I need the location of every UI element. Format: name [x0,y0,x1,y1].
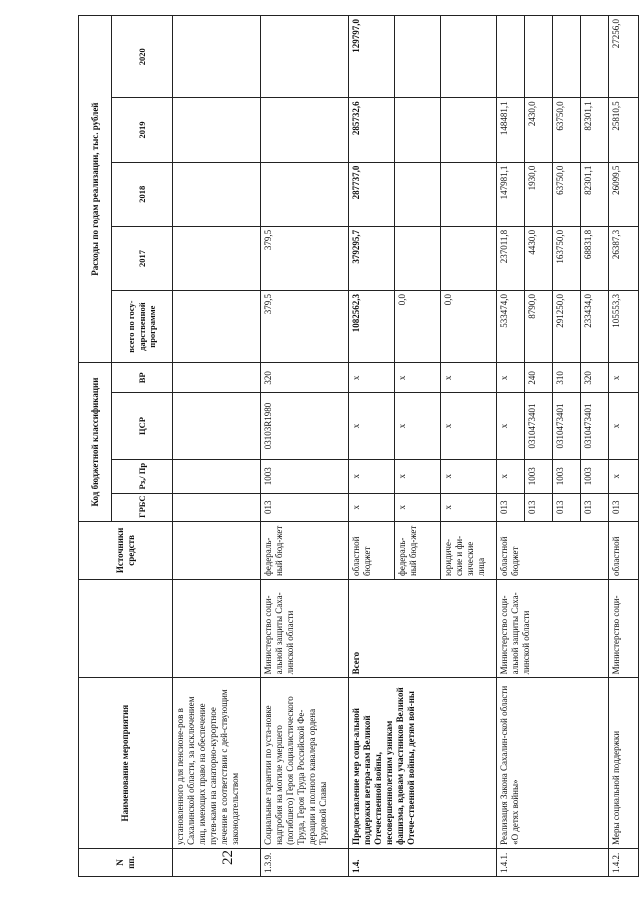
col-csr: ЦСР [112,393,173,459]
col-vr: ВР [112,363,173,393]
row-executor: Министерство соци- [609,580,639,678]
row-2018: 287737,0 [349,162,395,226]
row-csr: x [497,393,525,459]
row-2020: 129797,0 [349,16,395,98]
row-grbs: 013 [553,493,581,521]
row-vr: 310 [553,363,581,393]
row-vr: 320 [261,363,349,393]
row-2018: 63750,0 [553,162,581,226]
col-num: N пп. [79,848,173,876]
row-2020 [395,16,441,98]
row-total: 379,5 [261,291,349,363]
row-num [173,848,261,876]
row-vr: 320 [581,363,609,393]
row-vr: x [497,363,525,393]
row-total: 8790,0 [525,291,553,363]
row-2020 [553,16,581,98]
row-2017: 26387,3 [609,226,639,290]
row-grbs: 013 [261,493,349,521]
row-source: областной бюджет [349,521,395,579]
col-2020: 2020 [112,16,173,98]
row-vr: x [609,363,639,393]
row-vr: 240 [525,363,553,393]
row-vr: x [441,363,497,393]
row-name: Предоставление мер соци-альной поддержки ветера-нам Великой Отечественной войны, несовершеннолетним узникам фашизма, вдовам участников Великой Отече-ственной войны, детям вой-ны [349,678,497,849]
row-2018 [261,162,349,226]
row-2018 [395,162,441,226]
row-csr: x [349,393,395,459]
row-total: 233434,0 [581,291,609,363]
col-executor [79,580,173,678]
row-rzpr: 1003 [581,459,609,493]
row-vr [173,363,261,393]
row-2018: 82301,1 [581,162,609,226]
row-2019: 63750,0 [553,98,581,162]
row-rzpr: 1003 [525,459,553,493]
col-source: Источники средств [79,521,173,579]
row-grbs: 013 [525,493,553,521]
row-source: федераль-ный бюд-жет [261,521,349,579]
row-2018 [173,162,261,226]
row-grbs: x [441,493,497,521]
row-source: федераль-ный бюд-жет [395,521,441,579]
row-2020 [497,16,525,98]
row-name: Реализация Закона Сахалин-ской области «О детях войны» [497,678,609,849]
row-num: 1.3.9. [261,848,349,876]
row-2019: 148481,1 [497,98,525,162]
row-csr: 0310473401 [581,393,609,459]
row-2019: 25810,5 [609,98,639,162]
row-rzpr: x [441,459,497,493]
row-2018: 147981,1 [497,162,525,226]
row-2017: 379295,7 [349,226,395,290]
row-2017: 68831,8 [581,226,609,290]
col-budget-code: Код бюджетной классификации [79,363,112,522]
row-num: 1.4. [349,848,497,876]
row-2017: 4430,0 [525,226,553,290]
page-number: 22 [220,850,236,865]
row-name: Меры социальной поддержки [609,678,639,849]
row-vr: x [349,363,395,393]
row-rzpr: x [497,459,525,493]
row-grbs [173,493,261,521]
row-csr: x [609,393,639,459]
row-name: установленного для пенсионе-ров в Сахалинской области, за исключением лиц, имеющих право на обеспечение путев-ками на санаторно-курортное лечение в соответствии с дей-ствующим законодательством [173,678,261,849]
row-2017 [441,226,497,290]
row-grbs: 013 [497,493,525,521]
table-row [261,16,349,877]
row-executor: Министерство соци-альной защиты Саха-линской области [497,580,609,678]
row-vr: x [395,363,441,393]
table-row [497,16,525,877]
row-name: Социальные гарантии по уста-новке надгробия на могиле умершего (погибшего) Героя Социалистического Труда, Героя Труда Российской Фе-дерации и полного кавалера ордена Трудовой Славы [261,678,349,849]
col-grbs: ГРБС [112,493,173,521]
row-grbs: 013 [581,493,609,521]
row-csr: 0310473401 [553,393,581,459]
col-2017: 2017 [112,226,173,290]
row-2018: 26099,5 [609,162,639,226]
row-csr: 03103R1980 [261,393,349,459]
row-total: 0,0 [395,291,441,363]
row-2017 [173,226,261,290]
row-2017: 237011,8 [497,226,525,290]
row-total: 0,0 [441,291,497,363]
row-rzpr: 1003 [261,459,349,493]
row-2018: 1930,0 [525,162,553,226]
table-row [609,16,639,877]
row-total: 1082562,3 [349,291,395,363]
row-2017: 163750,0 [553,226,581,290]
row-csr: 0310473401 [525,393,553,459]
row-source: областной [609,521,639,579]
row-2017 [395,226,441,290]
row-2019 [173,98,261,162]
row-grbs: x [349,493,395,521]
row-csr: x [395,393,441,459]
row-source [173,521,261,579]
col-2019: 2019 [112,98,173,162]
row-2020 [525,16,553,98]
row-2019: 285732,6 [349,98,395,162]
program-expenses-table [78,15,639,877]
row-2020 [581,16,609,98]
table-row [173,16,261,877]
row-num: 1.4.2. [609,848,639,876]
row-2020: 27256,0 [609,16,639,98]
row-rzpr: 1003 [553,459,581,493]
row-total: 291250,0 [553,291,581,363]
row-2017: 379,5 [261,226,349,290]
row-2020 [441,16,497,98]
row-2020 [173,16,261,98]
row-2019: 82301,1 [581,98,609,162]
col-name: Наименование мероприятия [79,678,173,849]
row-rzpr: x [395,459,441,493]
table-row [349,16,395,877]
row-rzpr: x [349,459,395,493]
row-executor [173,580,261,678]
row-csr: x [441,393,497,459]
row-grbs: 013 [609,493,639,521]
row-2019 [441,98,497,162]
row-num: 1.4.1. [497,848,609,876]
col-expenses: Расходы по годам реализации, тыс. рублей [79,16,112,363]
row-2019 [261,98,349,162]
row-total [173,291,261,363]
header-row-1 [79,16,112,877]
row-source: юридиче-ские и фи-зические лица [441,521,497,579]
row-rzpr: x [609,459,639,493]
row-2019: 2430,0 [525,98,553,162]
row-total: 533474,0 [497,291,525,363]
row-2020 [261,16,349,98]
row-grbs: x [395,493,441,521]
col-total: всего по госу-дарственной программе [112,291,173,363]
row-2019 [395,98,441,162]
row-source: областной бюджет [497,521,609,579]
row-csr [173,393,261,459]
row-executor: Министерство соци-альной защиты Саха-линской области [261,580,349,678]
row-executor: Всего [349,580,497,678]
col-rzpr: Рз,/ Пр [112,459,173,493]
row-2018 [441,162,497,226]
row-total: 105553,3 [609,291,639,363]
col-2018: 2018 [112,162,173,226]
row-rzpr [173,459,261,493]
